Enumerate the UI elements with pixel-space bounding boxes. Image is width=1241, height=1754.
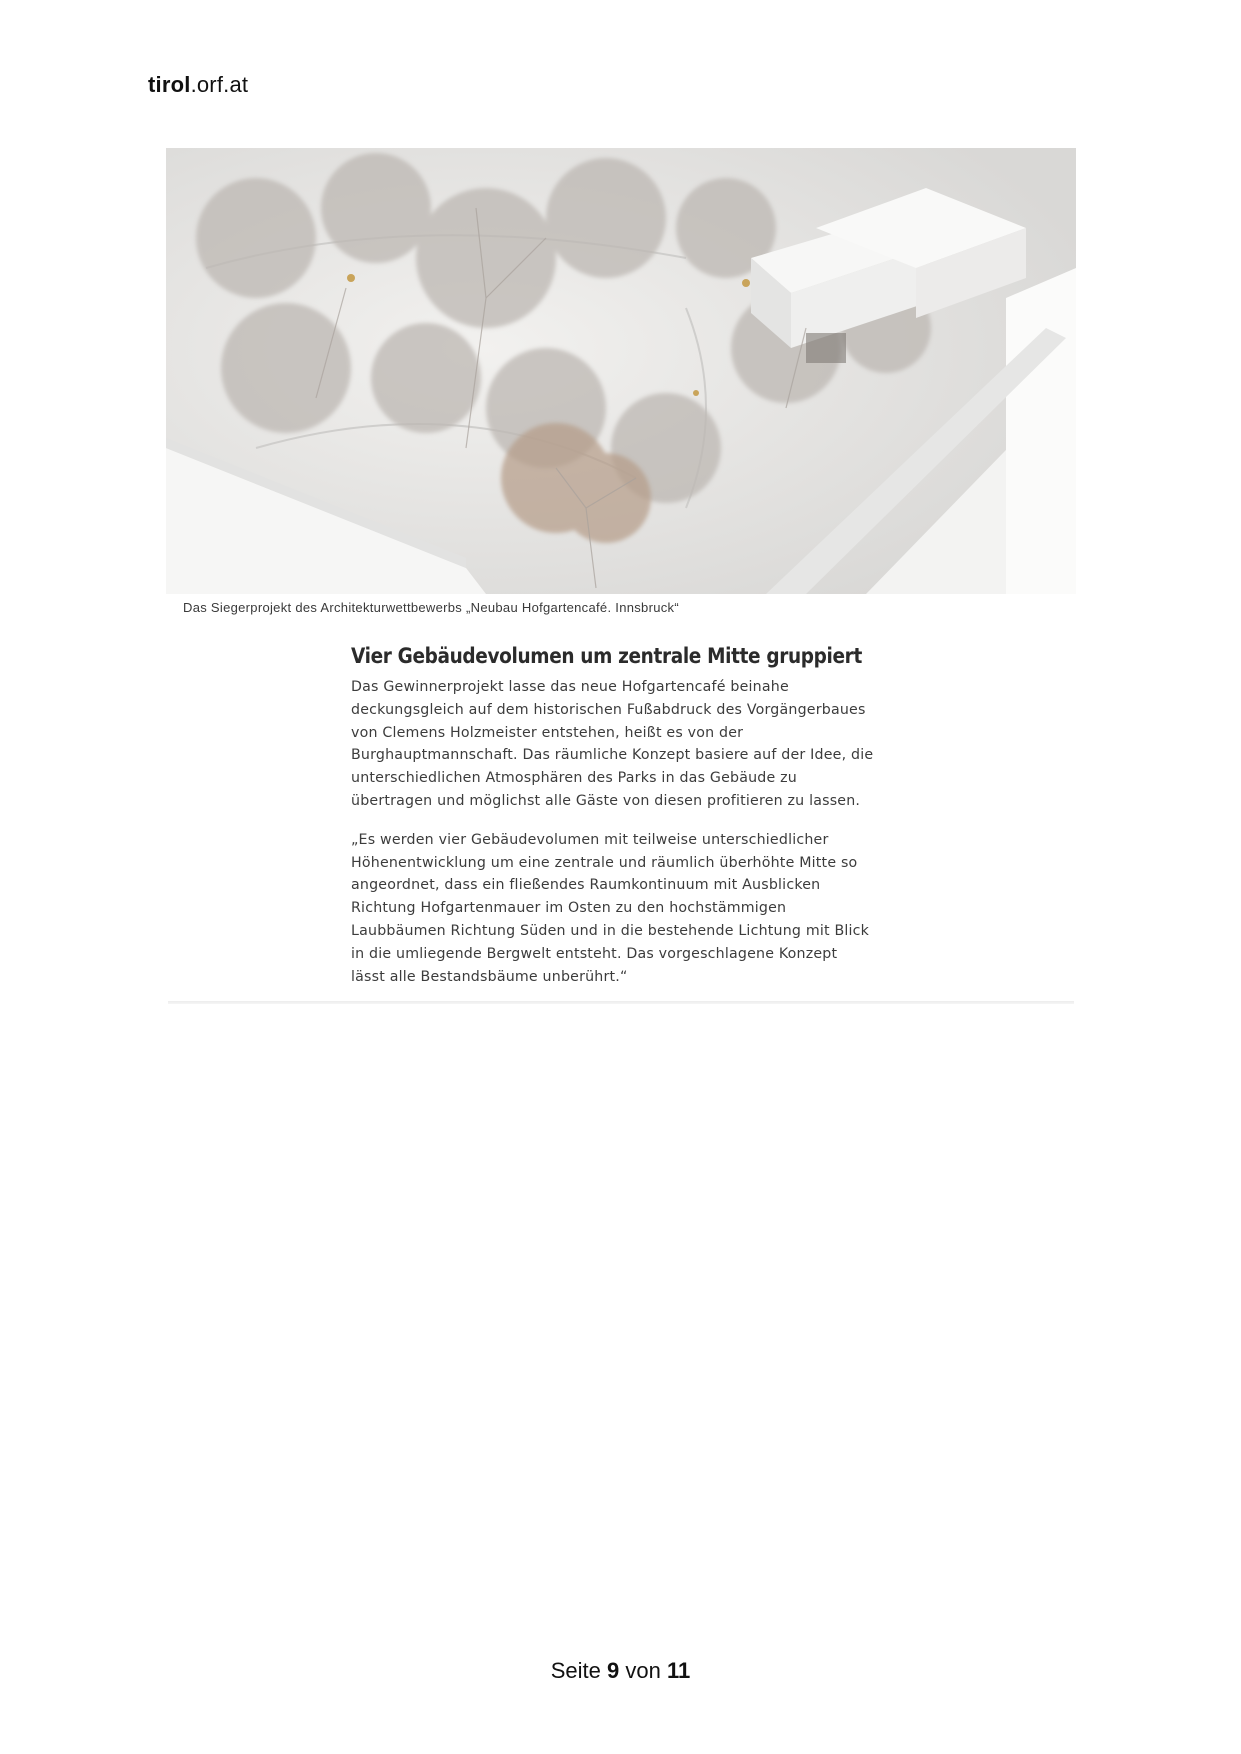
article-section [351, 644, 911, 1004]
text-line: Das Gewinnerprojekt lasse das neue Hofgartencafé beinahe [351, 679, 789, 695]
site-header [148, 72, 248, 98]
section-divider [168, 1001, 1074, 1004]
text-line: übertragen und möglichst alle Gäste von diesen profitieren zu lassen. [351, 792, 861, 809]
article-paragraph-2 [351, 829, 911, 989]
page-prefix: Seite [550, 1658, 601, 1683]
text-line: angeordnet, dass ein fließendes Raumkontinuum mit Ausblicken [351, 877, 821, 894]
article-paragraph-1 [351, 676, 911, 813]
site-brand: tirol [148, 72, 191, 97]
current-page: 9 [607, 1658, 620, 1683]
text-line: Laubbäumen Richtung Süden und in die bestehende Lichtung mit Blick [351, 922, 870, 939]
text-line: Höhenentwicklung um eine zentrale und räumlich überhöhte Mitte so [351, 854, 858, 871]
text-line: unterschiedlichen Atmosphären des Parks in das Gebäude zu [351, 770, 797, 787]
text-line: Burghauptmannschaft. Das räumliche Konzept basiere auf der Idee, die [351, 747, 874, 764]
text-line: Richtung Hofgartenmauer im Osten zu den hochstämmigen [351, 900, 787, 917]
article-heading: Vier Gebäudevolumen um zentrale Mitte gruppiert [351, 644, 862, 668]
photo-illustration [166, 148, 1076, 594]
page-number [0, 1658, 1241, 1684]
text-line: „Es werden vier Gebäudevolumen mit teilweise unterschiedlicher [351, 831, 829, 848]
total-pages: 11 [667, 1658, 691, 1683]
page-middle: von [625, 1658, 661, 1683]
text-line: in die umliegende Bergwelt entsteht. Das vorgeschlagene Konzept [351, 945, 838, 962]
architecture-model-photo [166, 148, 1076, 594]
text-line: lässt alle Bestandsbäume unberührt.“ [351, 968, 628, 985]
site-domain: .orf.at [190, 72, 249, 97]
text-line: von Clemens Holzmeister entstehen, heißt es von der [351, 724, 744, 741]
text-line: deckungsgleich auf dem historischen Fußabdruck des Vorgängerbaues [351, 701, 866, 718]
photo-caption: Das Siegerprojekt des Architekturwettbewerbs „Neubau Hofgartencafé. Innsbruck“ [183, 600, 679, 615]
